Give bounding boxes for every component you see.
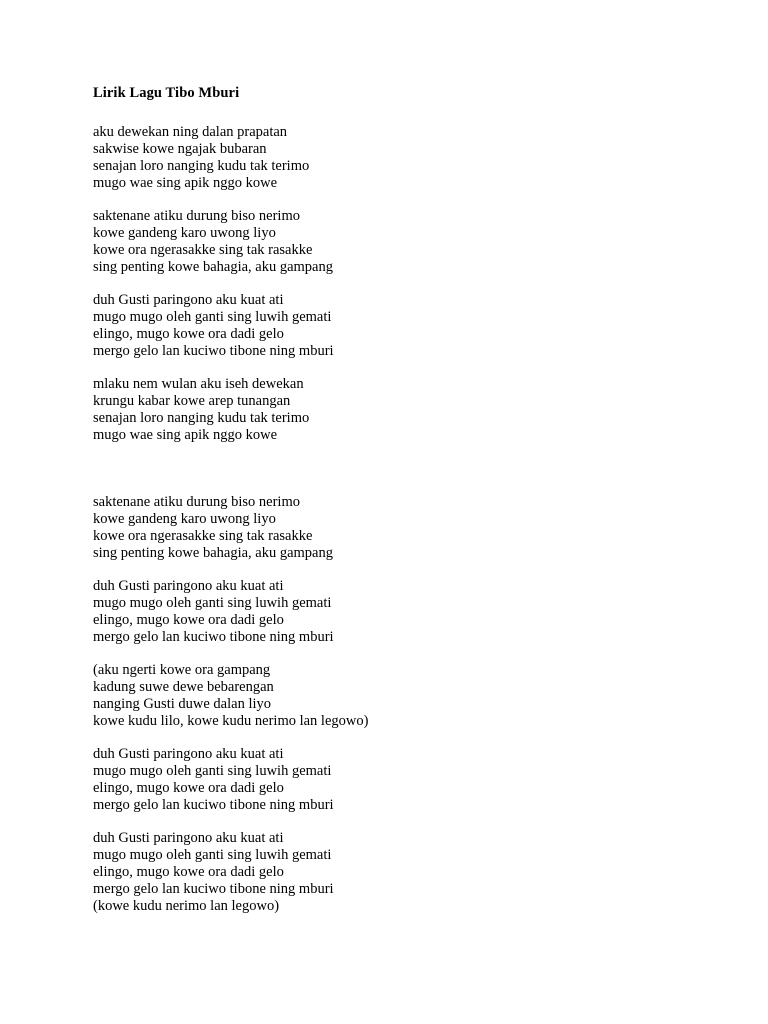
stanza-verse-1	[93, 124, 653, 192]
lyric-line: mugo wae sing apik nggo kowe	[93, 175, 278, 191]
stanza-chorus-4	[93, 830, 653, 915]
stanza-list	[93, 124, 653, 915]
lyric-line: mlaku nem wulan aku iseh dewekan	[93, 376, 304, 392]
stanza-verse-3	[93, 376, 653, 444]
stanza-chorus-3	[93, 746, 653, 814]
lyric-line: saktenane atiku durung biso nerimo	[93, 208, 300, 224]
stanza-chorus-2	[93, 578, 653, 646]
lyrics-document	[93, 84, 653, 931]
stanza-verse-4	[93, 494, 653, 562]
lyric-line: duh Gusti paringono aku kuat ati	[93, 746, 284, 762]
lyric-line: senajan loro nanging kudu tak terimo	[93, 158, 310, 174]
lyric-line: elingo, mugo kowe ora dadi gelo	[93, 864, 284, 880]
lyric-line: sing penting kowe bahagia, aku gampang	[93, 545, 333, 561]
lyric-line: mugo mugo oleh ganti sing luwih gemati	[93, 309, 332, 325]
lyric-line: mergo gelo lan kuciwo tibone ning mburi	[93, 629, 334, 645]
lyric-line: kowe gandeng karo uwong liyo	[93, 225, 276, 241]
lyric-line: elingo, mugo kowe ora dadi gelo	[93, 326, 284, 342]
lyric-line: aku dewekan ning dalan prapatan	[93, 124, 288, 140]
lyric-line: mergo gelo lan kuciwo tibone ning mburi	[93, 797, 334, 813]
lyric-line: (aku ngerti kowe ora gampang	[93, 662, 271, 678]
stanza-chorus-1	[93, 292, 653, 360]
stanza-bridge	[93, 662, 653, 730]
stanza-verse-2	[93, 208, 653, 276]
lyric-line: kowe ora ngerasakke sing tak rasakke	[93, 528, 313, 544]
lyric-line: kowe gandeng karo uwong liyo	[93, 511, 276, 527]
lyric-line: sakwise kowe ngajak bubaran	[93, 141, 267, 157]
lyric-line: mugo wae sing apik nggo kowe	[93, 427, 278, 443]
lyric-line: mergo gelo lan kuciwo tibone ning mburi	[93, 343, 334, 359]
lyric-line: mugo mugo oleh ganti sing luwih gemati	[93, 763, 332, 779]
lyric-line: elingo, mugo kowe ora dadi gelo	[93, 780, 284, 796]
lyric-line: mergo gelo lan kuciwo tibone ning mburi	[93, 881, 334, 897]
lyric-line: sing penting kowe bahagia, aku gampang	[93, 259, 333, 275]
lyric-line: duh Gusti paringono aku kuat ati	[93, 830, 284, 846]
lyric-line: krungu kabar kowe arep tunangan	[93, 393, 291, 409]
page-title: Lirik Lagu Tibo Mburi	[93, 85, 240, 101]
lyric-line: senajan loro nanging kudu tak terimo	[93, 410, 310, 426]
lyric-line: kowe kudu lilo, kowe kudu nerimo lan legowo)	[93, 713, 369, 729]
lyric-line: saktenane atiku durung biso nerimo	[93, 494, 300, 510]
lyric-line: duh Gusti paringono aku kuat ati	[93, 578, 284, 594]
lyric-line: mugo mugo oleh ganti sing luwih gemati	[93, 847, 332, 863]
lyric-line: kadung suwe dewe bebarengan	[93, 679, 274, 695]
lyric-line: elingo, mugo kowe ora dadi gelo	[93, 612, 284, 628]
lyric-line: mugo mugo oleh ganti sing luwih gemati	[93, 595, 332, 611]
lyric-line: (kowe kudu nerimo lan legowo)	[93, 898, 280, 914]
lyric-line: nanging Gusti duwe dalan liyo	[93, 696, 272, 712]
lyric-line: duh Gusti paringono aku kuat ati	[93, 292, 284, 308]
lyric-line: kowe ora ngerasakke sing tak rasakke	[93, 242, 313, 258]
